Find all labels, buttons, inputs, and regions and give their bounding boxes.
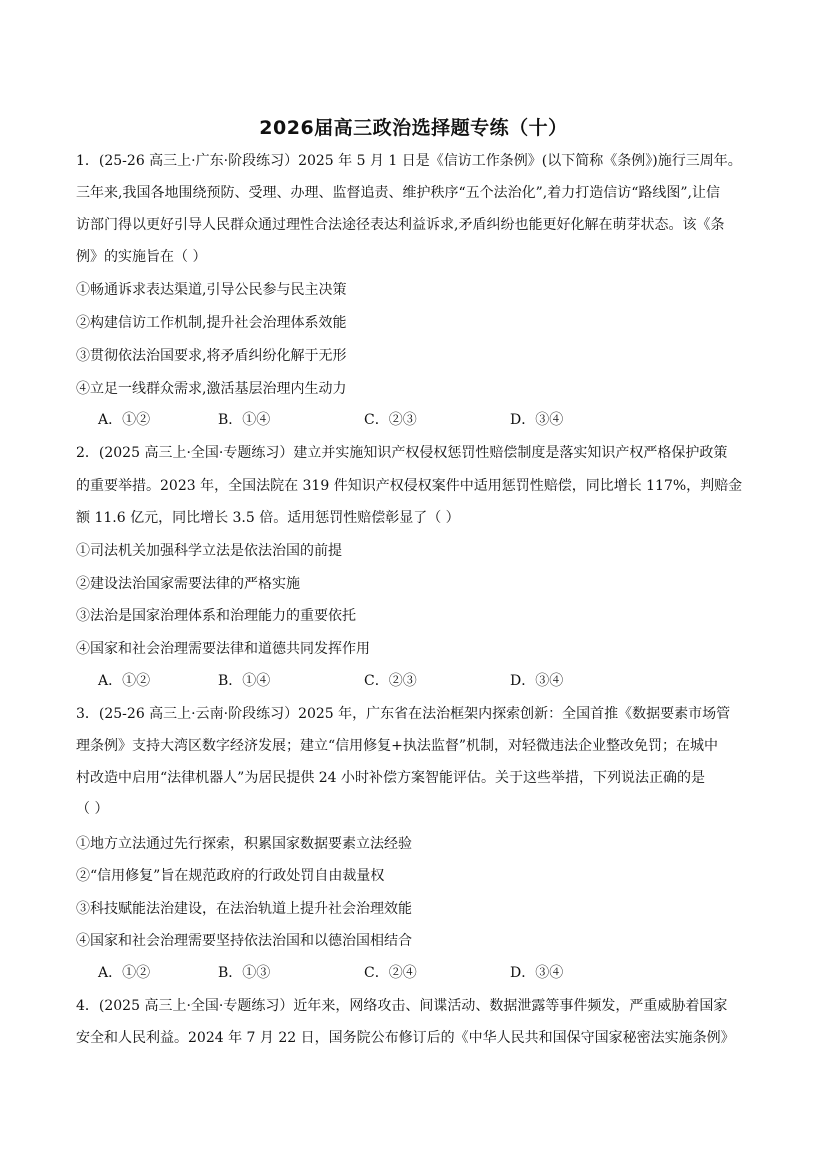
q4-stem-line-2: 安全和人民利益。2024 年 7 月 22 日，国务院公布修订后的《中华人民共和国保守国家秘密法实施条例》	[76, 1030, 735, 1046]
q2-stem-line-3: 额 11.6 亿元，同比增长 3.5 倍。适用惩罚性赔偿彰显了（ ）	[76, 510, 460, 526]
q3-statement-2: ②“信用修复”旨在规范政府的行政处罚自由裁量权	[76, 868, 385, 884]
q2-option-a[interactable]: A．①②	[98, 673, 151, 689]
q1-option-b[interactable]: B．①④	[218, 412, 271, 428]
page-title: 2026届高三政治选择题专练（十）	[259, 117, 568, 139]
q1-option-a[interactable]: A．①②	[98, 412, 151, 428]
q2-stem-line-2: 的重要举措。2023 年，全国法院在 319 件知识产权侵权案件中适用惩罚性赔偿，同比增长 117%，判赔金	[76, 478, 743, 494]
q2-statement-2: ②建设法治国家需要法律的严格实施	[76, 576, 300, 592]
q1-statement-4: ④立足一线群众需求,激活基层治理内生动力	[76, 381, 347, 397]
q2-option-b[interactable]: B．①④	[218, 673, 271, 689]
q1-option-d[interactable]: D．③④	[510, 412, 564, 428]
q3-statement-1: ①地方立法通过先行探索，积累国家数据要素立法经验	[76, 836, 412, 852]
q3-options	[98, 963, 563, 983]
q1-stem-line-3: 访部门得以更好引导人民群众通过理性合法途径表达利益诉求,矛盾纠纷也能更好化解在萌芽状态。该《条	[76, 217, 725, 233]
q3-option-d[interactable]: D．③④	[510, 965, 564, 981]
q4-stem-line-1: 4．(2025 高三上·全国·专题练习）近年来，网络攻击、间谍活动、数据泄露等事件频发，严重威胁着国家	[76, 998, 728, 1014]
q2-options	[98, 671, 563, 691]
q1-options	[98, 410, 563, 430]
q1-option-c[interactable]: C．②③	[364, 412, 417, 428]
q3-stem-line-4: （ ）	[76, 801, 109, 817]
q3-option-a[interactable]: A．①②	[98, 965, 151, 981]
q1-stem-line-4: 例》的实施旨在（ ）	[76, 249, 207, 265]
q3-statement-4: ④国家和社会治理需要坚持依法治国和以德治国相结合	[76, 933, 412, 949]
q1-statement-1: ①畅通诉求表达渠道,引导公民参与民主决策	[76, 282, 347, 298]
q1-statement-3: ③贯彻依法治国要求,将矛盾纠纷化解于无形	[76, 348, 347, 364]
q3-stem-line-2: 理条例》支持大湾区数字经济发展；建立“信用修复+执法监督”机制，对轻微违法企业整改免罚；在城中	[76, 738, 719, 754]
q1-stem-line-1: 1．(25-26 高三上·广东·阶段练习）2025 年 5 月 1 日是《信访工作条例》(以下简称《条例》)施行三周年。	[76, 153, 742, 169]
q2-option-d[interactable]: D．③④	[510, 673, 564, 689]
q1-stem-line-2: 三年来,我国各地围绕预防、受理、办理、监督追责、维护秩序“五个法治化”,着力打造信访“路线图”,让信	[76, 185, 720, 201]
q2-stem-line-1: 2．(2025 高三上·全国·专题练习）建立并实施知识产权侵权惩罚性赔偿制度是落实知识产权严格保护政策	[76, 445, 728, 461]
q1-statement-2: ②构建信访工作机制,提升社会治理体系效能	[76, 315, 347, 331]
q3-statement-3: ③科技赋能法治建设，在法治轨道上提升社会治理效能	[76, 901, 412, 917]
q3-option-c[interactable]: C．②④	[364, 965, 417, 981]
q3-stem-line-1: 3．(25-26 高三上·云南·阶段练习）2025 年，广东省在法治框架内探索创新：全国首推《数据要素市场管	[76, 706, 731, 722]
q2-option-c[interactable]: C．②③	[364, 673, 417, 689]
q3-option-b[interactable]: B．①③	[218, 965, 271, 981]
q2-statement-3: ③法治是国家治理体系和治理能力的重要依托	[76, 608, 356, 624]
q2-statement-4: ④国家和社会治理需要法律和道德共同发挥作用	[76, 641, 370, 657]
q2-statement-1: ①司法机关加强科学立法是依法治国的前提	[76, 543, 342, 559]
q3-stem-line-3: 村改造中启用“法律机器人”为居民提供 24 小时补偿方案智能评估。关于这些举措，下列说法正确的是	[76, 770, 706, 786]
